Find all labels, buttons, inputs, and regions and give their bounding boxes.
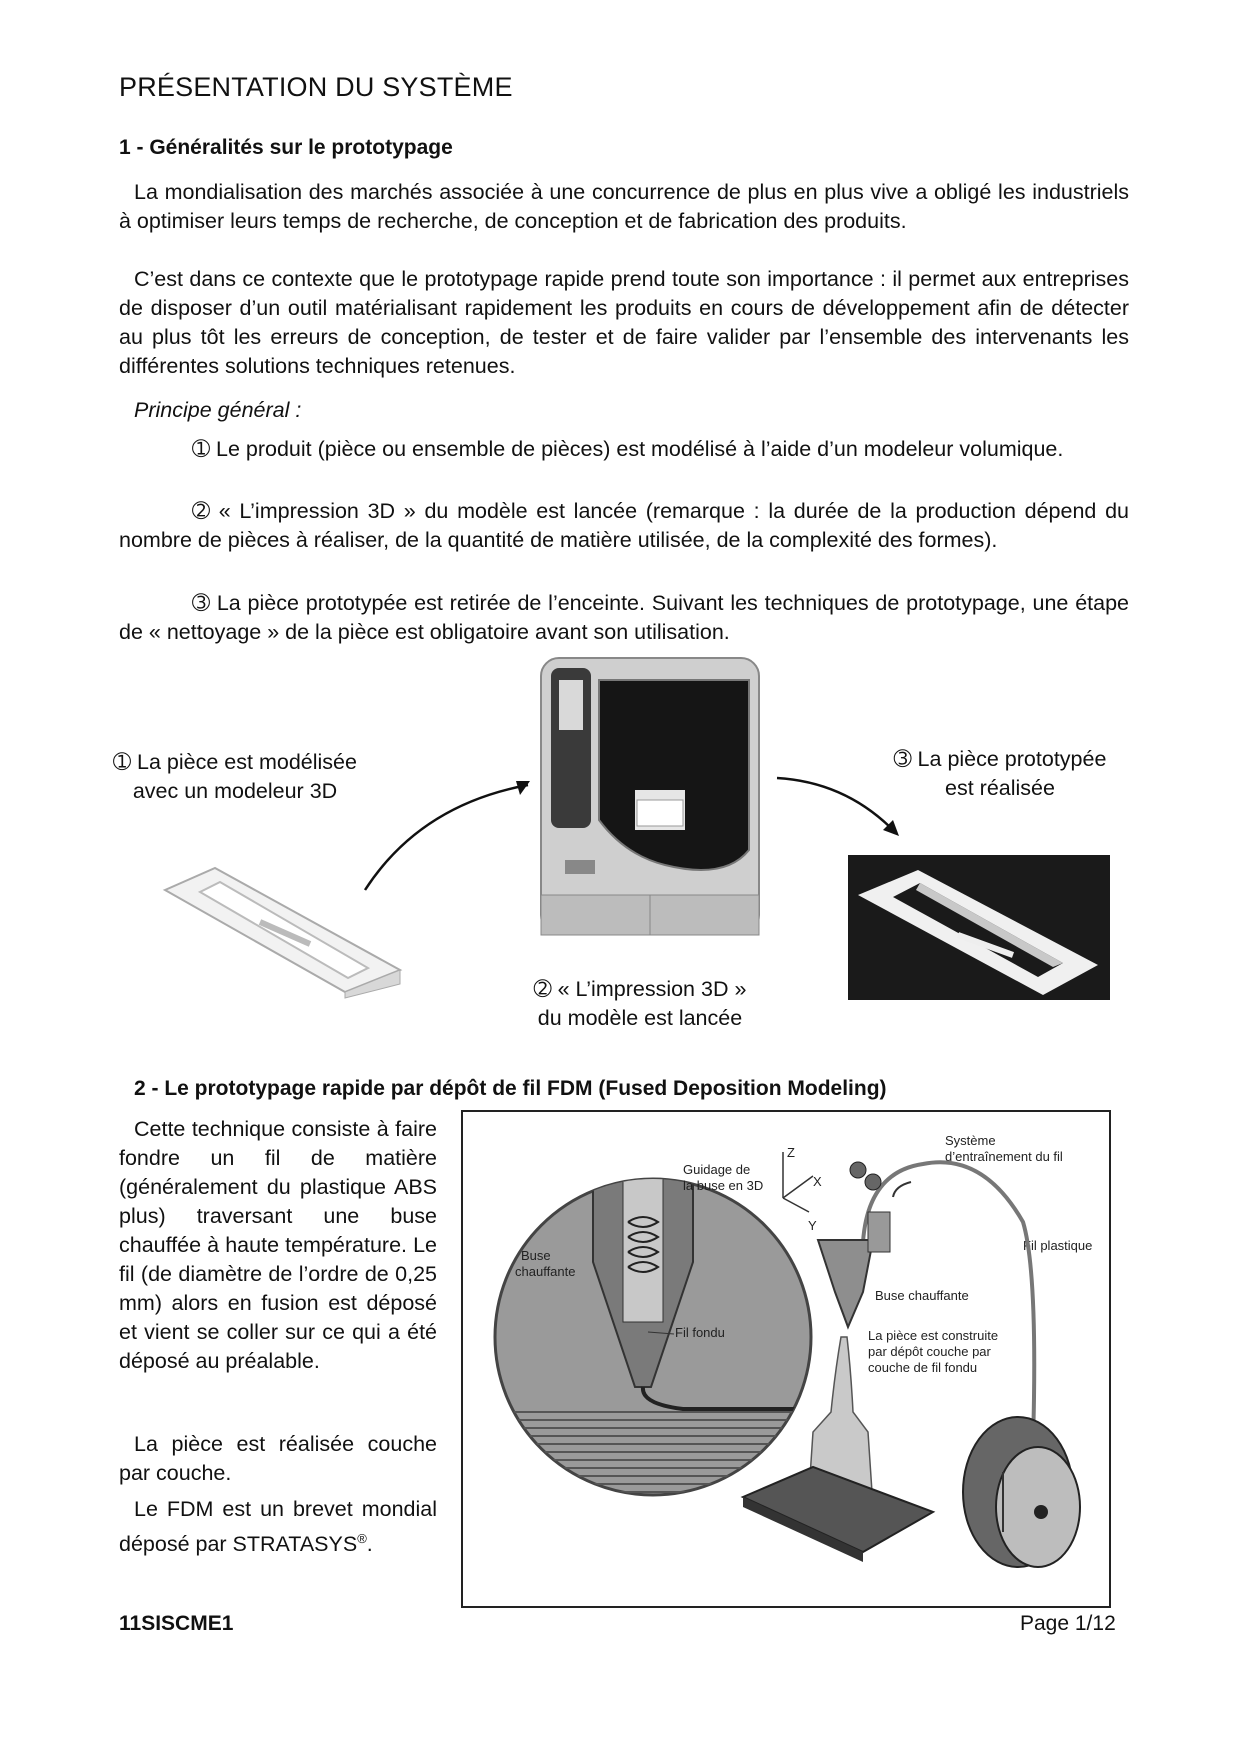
arrow-model-to-printer	[360, 765, 540, 895]
principle-step-3: ➂ La pièce prototypée est retirée de l’enceinte. Suivant les techniques de prototypage, une étape de « nettoyage » de la pièce est obligatoire avant son utilisation.	[119, 591, 1129, 644]
label-piece-2: par dépôt couche par	[868, 1344, 991, 1359]
label-piece-3: couche de fil fondu	[868, 1360, 978, 1375]
fdm-diagram-frame	[461, 1110, 1111, 1608]
label-systeme-1: Système	[945, 1133, 996, 1148]
figure-1-caption-step-2: ➁ « L’impression 3D » du modèle est lancée	[533, 977, 747, 1030]
page-title: PRÉSENTATION DU SYSTÈME	[119, 72, 513, 102]
page-number: Page 1/12	[1020, 1612, 1116, 1635]
3d-printer-photo	[535, 650, 765, 940]
label-systeme-2: d’entraînement du fil	[945, 1149, 1063, 1164]
label-fil-fondu: Fil fondu	[675, 1325, 725, 1340]
section-2-heading: 2 - Le prototypage rapide par dépôt de fil FDM (Fused Deposition Modeling)	[134, 1077, 887, 1100]
arrow-printer-to-part	[775, 770, 915, 840]
principle-step-2: ➁ « L’impression 3D » du modèle est lancée (remarque : la durée de la production dépend du nombre de pièces à réaliser, de la quantité de matière utilisée, de la complexité des formes).	[119, 499, 1129, 552]
section-2-paragraph-2: La pièce est réalisée couche par couche.	[119, 1432, 437, 1485]
prototyped-part-photo	[848, 855, 1110, 1000]
principle-label: Principe général :	[134, 398, 302, 422]
document-code: 11SISCME1	[119, 1612, 234, 1635]
label-buse-zoom-2: chauffante	[515, 1264, 576, 1279]
section-1-paragraph-2: C’est dans ce contexte que le prototypage rapide prend toute son importance : il permet aux entreprises de disposer d’un outil matérialisant rapidement les produits en cours de développement afin de détecter au plus tôt les erreurs de conception, de tester et de faire valider par l’ensemble des intervenants les différentes solutions techniques retenues.	[119, 267, 1129, 378]
label-guidage-1: Guidage de	[683, 1162, 751, 1177]
figure-1-caption-step-1: ➀ La pièce est modélisée avec un modeleur 3D	[113, 750, 357, 803]
section-2-paragraph-3: Le FDM est un brevet mondial déposé par STRATASYS®.	[119, 1497, 437, 1557]
label-fil-plastique: Fil plastique	[1023, 1238, 1093, 1253]
section-1-heading: 1 - Généralités sur le prototypage	[119, 136, 453, 159]
section-2-paragraph-1: Cette technique consiste à faire fondre un fil de matière (généralement du plastique ABS plus) traversant une buse chauffée à haute température. Le fil (de diamètre de l’ordre de 0,25 mm) alors en fusion est déposé et vient se coller sur ce qui a été déposé au préalable.	[119, 1117, 437, 1373]
label-buse-chauffante: Buse chauffante	[875, 1288, 969, 1303]
section-1-paragraph-1: La mondialisation des marchés associée à une concurrence de plus en plus vive a obligé les industriels à optimiser leurs temps de recherche, de conception et de fabrication des produits.	[119, 180, 1129, 233]
axis-x-label: X	[813, 1174, 822, 1189]
axis-y-label: Y	[808, 1218, 817, 1233]
label-guidage-2: la buse en 3D	[683, 1178, 764, 1193]
principle-step-1: ➀ Le produit (pièce ou ensemble de pièces) est modélisé à l’aide d’un modeleur volumique.	[192, 437, 1064, 461]
label-buse-zoom-1: Buse	[521, 1248, 551, 1263]
figure-1-caption-step-3: ➂ La pièce prototypée est réalisée	[893, 747, 1107, 800]
axis-z-label: Z	[787, 1145, 795, 1160]
label-piece-1: La pièce est construite	[868, 1328, 999, 1343]
fdm-diagram	[463, 1112, 1109, 1606]
